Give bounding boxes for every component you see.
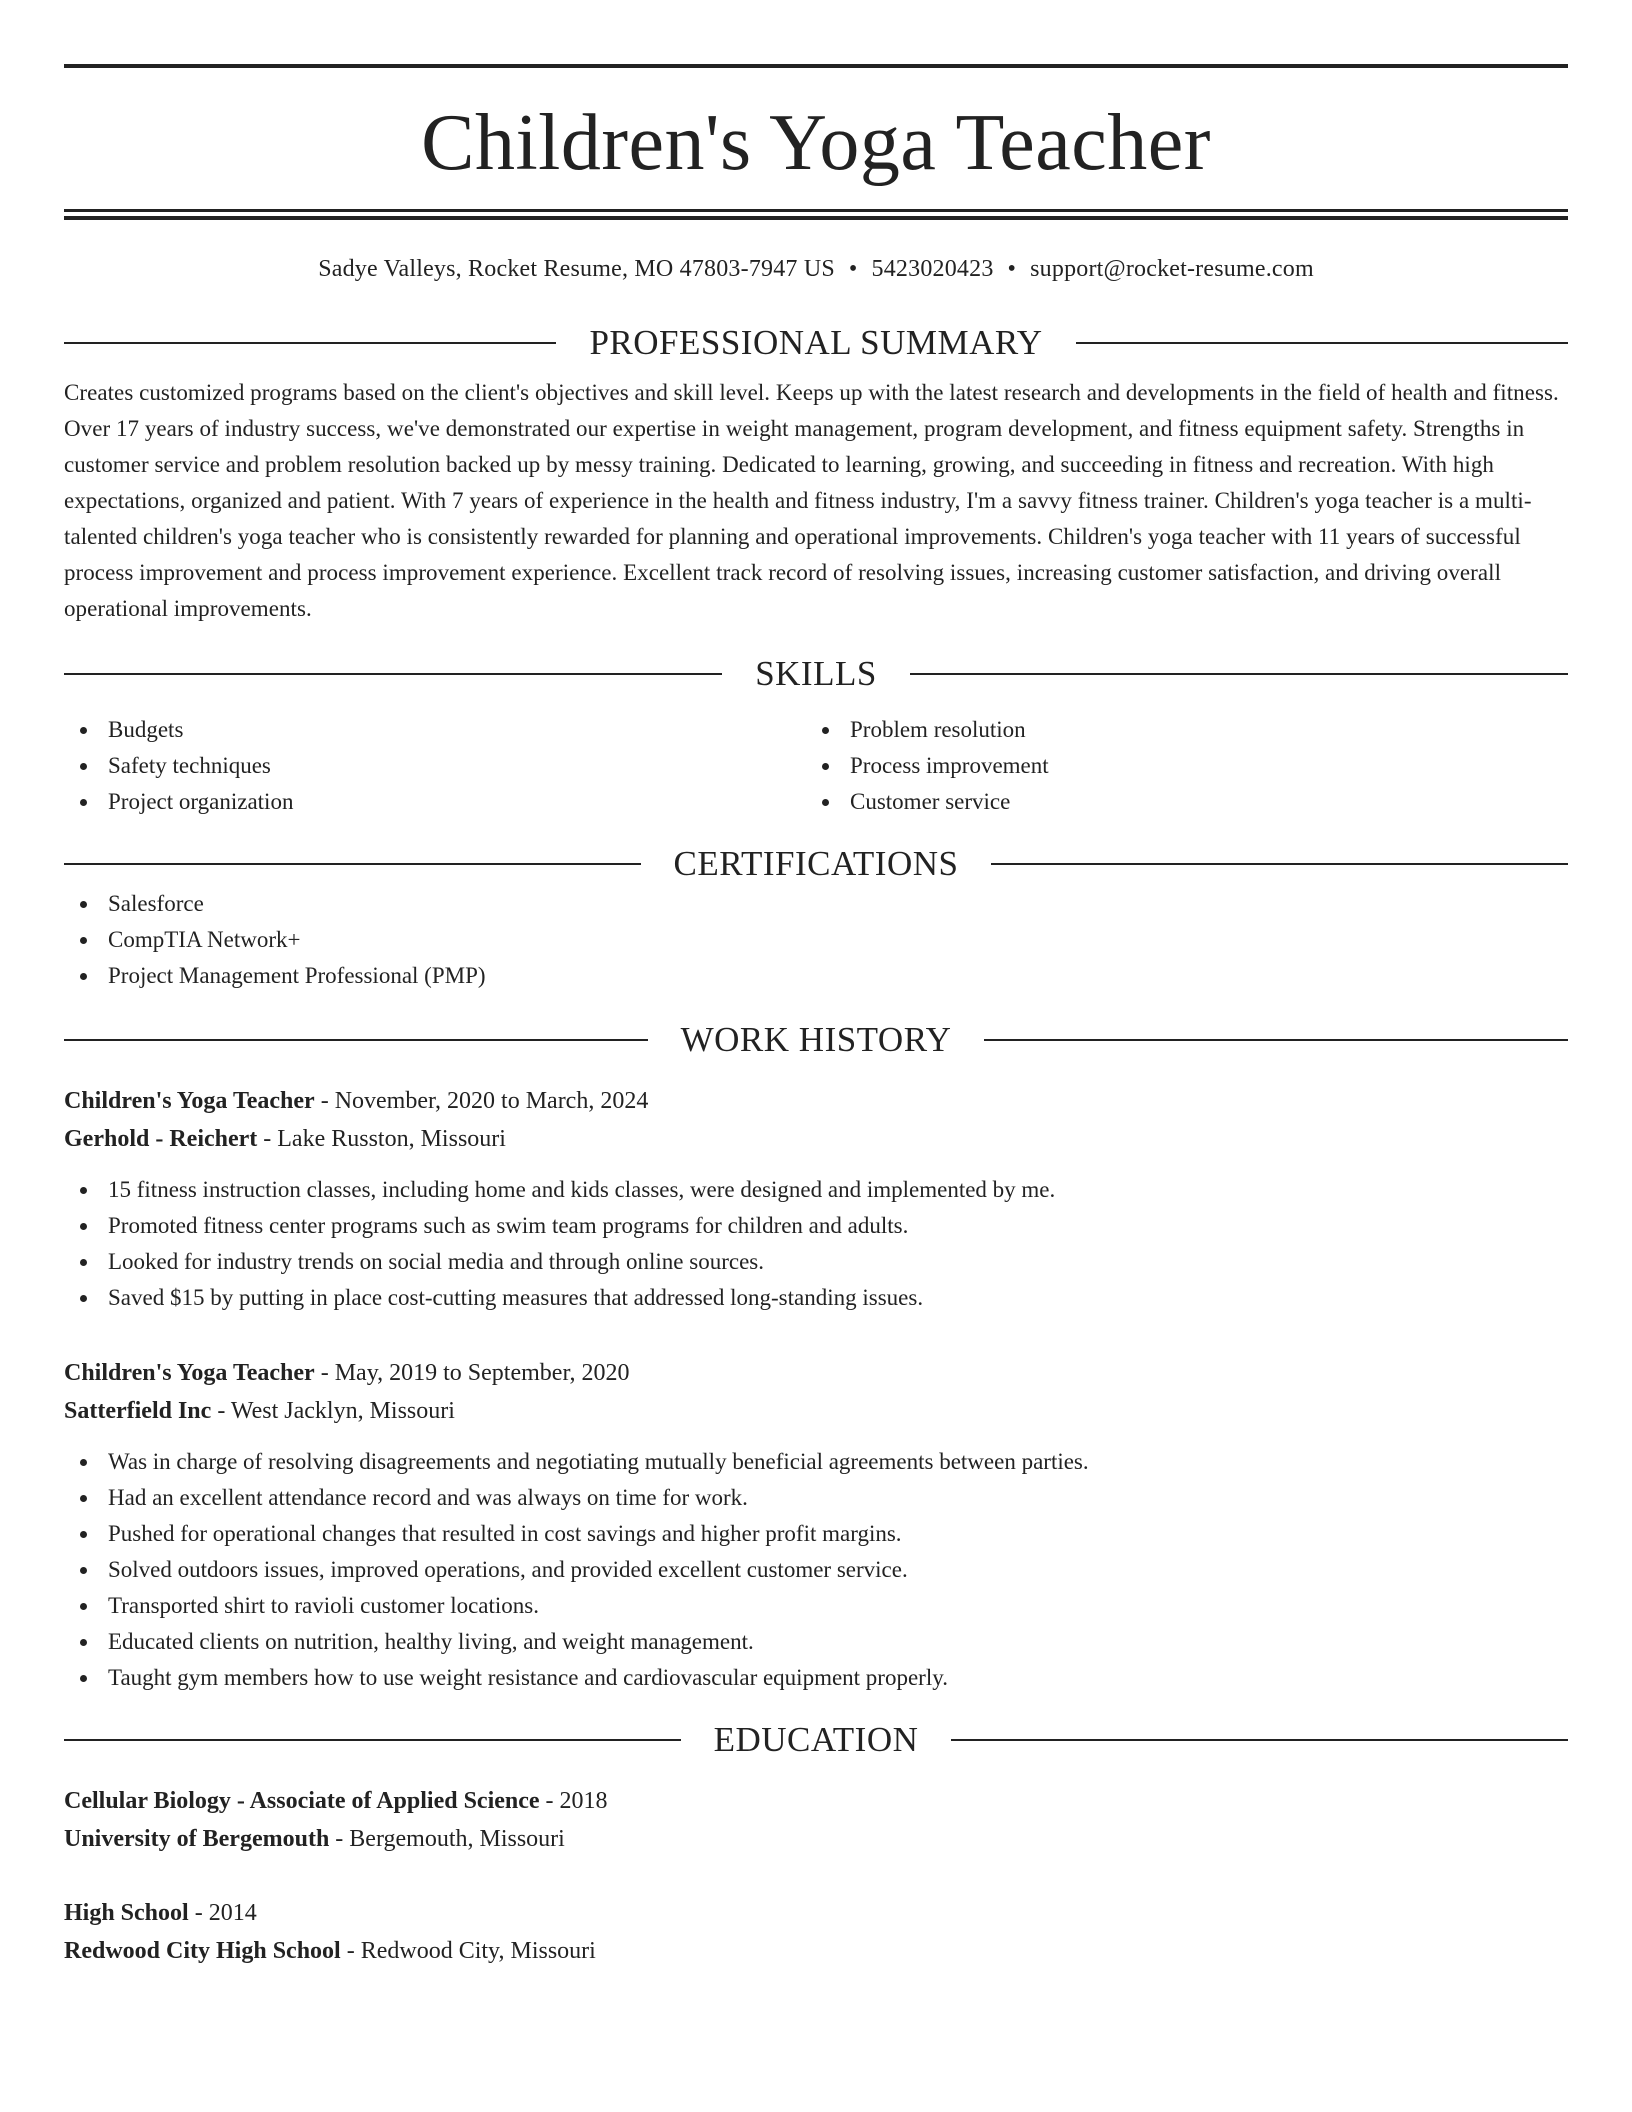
resume-content — [64, 64, 1568, 1970]
list-item: Process improvement — [806, 748, 1548, 784]
section-title: CERTIFICATIONS — [673, 844, 959, 883]
list-item: Looked for industry trends on social media and through online sources. — [64, 1244, 1568, 1280]
list-item: Budgets — [64, 712, 806, 748]
education-school-line — [64, 1932, 1568, 1970]
list-item: CompTIA Network+ — [64, 922, 1568, 958]
section-title: SKILLS — [755, 654, 877, 693]
contact-phone: 5423020423 — [871, 256, 994, 282]
list-item: Solved outdoors issues, improved operations, and provided excellent customer service. — [64, 1552, 1568, 1588]
education-entry — [64, 1782, 1568, 1858]
job-dates: - May, 2019 to September, 2020 — [314, 1360, 630, 1386]
heading-rule-right — [910, 673, 1568, 675]
contact-separator: • — [1007, 256, 1017, 282]
job-company: Gerhold - Reichert — [64, 1126, 258, 1152]
list-item: Transported shirt to ravioli customer locations. — [64, 1588, 1568, 1624]
list-item: Educated clients on nutrition, healthy living, and weight management. — [64, 1624, 1568, 1660]
list-item: Pushed for operational changes that resulted in cost savings and higher profit margins. — [64, 1516, 1568, 1552]
education-degree-line — [64, 1894, 1568, 1932]
contact-separator: • — [848, 256, 858, 282]
job-company: Satterfield Inc — [64, 1398, 212, 1424]
top-rule — [64, 64, 1568, 68]
section-heading-work-history — [64, 1018, 1568, 1062]
section-heading-skills — [64, 652, 1568, 696]
page-title: Children's Yoga Teacher — [421, 99, 1211, 187]
job-location: - Lake Russton, Missouri — [257, 1126, 506, 1152]
heading-rule-left — [64, 342, 556, 344]
heading-rule-left — [64, 1739, 681, 1741]
education-school: Redwood City High School — [64, 1938, 341, 1964]
skills-column-right — [806, 712, 1548, 820]
section-heading-summary — [64, 321, 1568, 365]
job-company-line — [64, 1392, 1568, 1430]
certifications-list — [64, 886, 1568, 994]
heading-rule-right — [1076, 342, 1568, 344]
job-title-line — [64, 1354, 1568, 1392]
education-school-line — [64, 1820, 1568, 1858]
heading-rule-right — [991, 863, 1568, 865]
education-location: - Bergemouth, Missouri — [329, 1826, 565, 1852]
list-item: 15 fitness instruction classes, including home and kids classes, were designed and implemented by me. — [64, 1172, 1568, 1208]
list-item: Was in charge of resolving disagreements and negotiating mutually beneficial agreements between parties. — [64, 1444, 1568, 1480]
job-title: Children's Yoga Teacher — [64, 1360, 315, 1386]
contact-line — [64, 253, 1568, 285]
job-location: - West Jacklyn, Missouri — [211, 1398, 455, 1424]
skills-list — [64, 712, 1568, 820]
list-item: Customer service — [806, 784, 1548, 820]
list-item: Had an excellent attendance record and was always on time for work. — [64, 1480, 1568, 1516]
education-degree: Cellular Biology - Associate of Applied Science — [64, 1788, 540, 1814]
skills-column-left — [64, 712, 806, 820]
job-dates: - November, 2020 to March, 2024 — [314, 1088, 649, 1114]
education-entry — [64, 1894, 1568, 1970]
list-item: Promoted fitness center programs such as swim team programs for children and adults. — [64, 1208, 1568, 1244]
job-entry — [64, 1082, 1568, 1316]
list-item: Project organization — [64, 784, 806, 820]
job-title-line — [64, 1082, 1568, 1120]
education-degree: High School — [64, 1900, 189, 1926]
heading-rule-right — [984, 1039, 1568, 1041]
education-year: - 2014 — [188, 1900, 257, 1926]
job-title: Children's Yoga Teacher — [64, 1088, 315, 1114]
section-title: EDUCATION — [713, 1720, 919, 1759]
summary-text: Creates customized programs based on the client's objectives and skill level. Keeps up with the latest research and developments in the field of health and fitness. Over 17 years of industry success, we've demonstrated our expertise in weight management, program development, and fitness equipment safety. Strengths in customer service and problem resolution backed up by messy training. Dedicated to learning, growing, and succeeding in fitness and recreation. With high expectations, organized and patient. With 7 years of experience in the health and fitness industry, I'm a savvy fitness trainer. Children's yoga teacher is a multi-talented children's yoga teacher who is consistently rewarded for planning and operational improvements. Children's yoga teacher with 11 years of successful process improvement and process improvement experience. Excellent track record of resolving issues, increasing customer satisfaction, and driving overall operational improvements. — [64, 380, 1559, 621]
job-entry — [64, 1354, 1568, 1696]
list-item: Problem resolution — [806, 712, 1548, 748]
section-title: WORK HISTORY — [680, 1020, 952, 1059]
title-double-rule — [64, 209, 1568, 220]
education-degree-line — [64, 1782, 1568, 1820]
heading-rule-left — [64, 1039, 648, 1041]
education-school: University of Bergemouth — [64, 1826, 330, 1852]
education-year: - 2018 — [539, 1788, 608, 1814]
heading-rule-left — [64, 863, 641, 865]
heading-rule-right — [951, 1739, 1568, 1741]
list-item: Salesforce — [64, 886, 1568, 922]
section-title: PROFESSIONAL SUMMARY — [589, 323, 1043, 362]
list-item: Project Management Professional (PMP) — [64, 958, 1568, 994]
education-location: - Redwood City, Missouri — [340, 1938, 596, 1964]
list-item: Safety techniques — [64, 748, 806, 784]
contact-email: support@rocket-resume.com — [1030, 256, 1314, 282]
list-item: Saved $15 by putting in place cost-cutting measures that addressed long-standing issues. — [64, 1280, 1568, 1316]
job-company-line — [64, 1120, 1568, 1158]
contact-address: Sadye Valleys, Rocket Resume, MO 47803-7947 US — [318, 256, 835, 282]
section-heading-certifications — [64, 842, 1568, 886]
section-heading-education — [64, 1718, 1568, 1762]
job-duties — [64, 1172, 1568, 1316]
list-item: Taught gym members how to use weight resistance and cardiovascular equipment properly. — [64, 1660, 1568, 1696]
heading-rule-left — [64, 673, 722, 675]
job-duties — [64, 1444, 1568, 1696]
